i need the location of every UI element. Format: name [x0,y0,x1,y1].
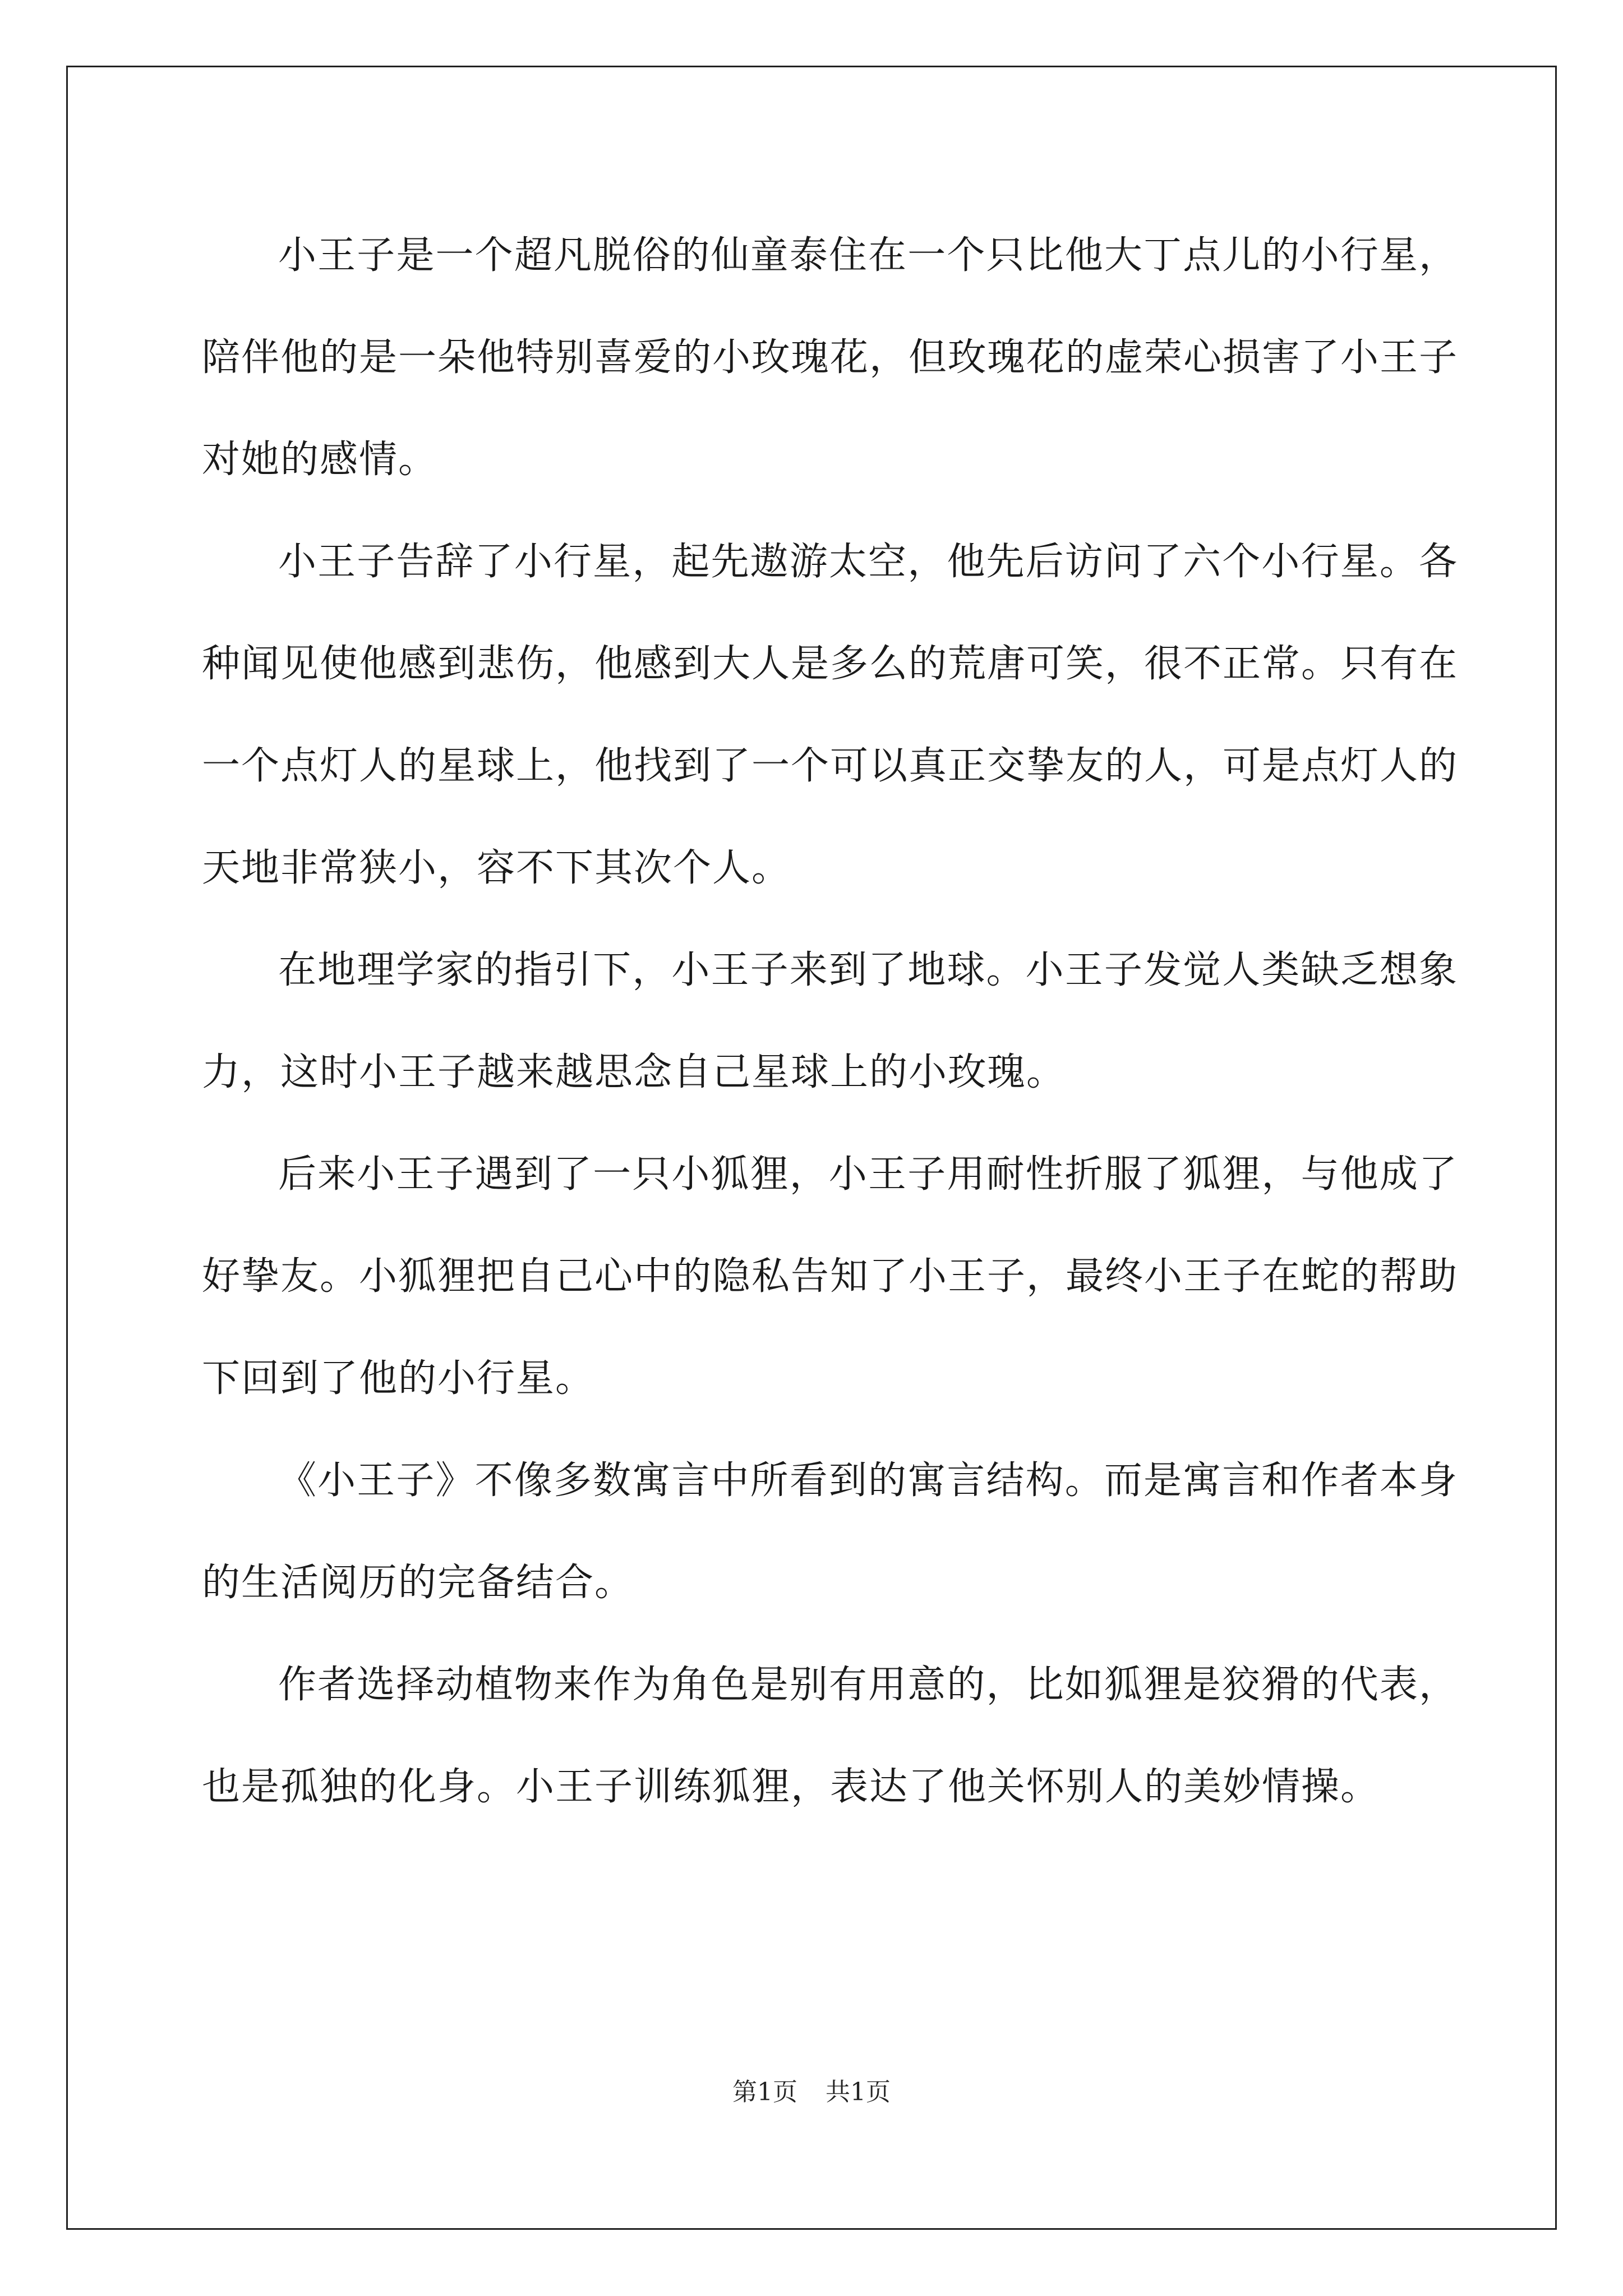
paragraph: 在地理学家的指引下，小王子来到了地球。小王子发觉人类缺乏想象力，这时小王子越来越思念自己星球上的小玫瑰。 [202,948,1458,1094]
document-body [202,205,1458,1838]
paragraph: 小王子告辞了小行星，起先遨游太空，他先后访问了六个小行星。各种闻见使他感到悲伤，他感到大人是多么的荒唐可笑，很不正常。只有在一个点灯人的星球上，他找到了一个可以真正交挚友的人，可是点灯人的天地非常狭小，容不下其次个人。 [202,540,1459,890]
page-total: 共1页 [826,2078,891,2106]
page-number: 第1页 [732,2078,797,2106]
paragraph: 《小王子》不像多数寓言中所看到的寓言结构。而是寓言和作者本身的生活阅历的完备结合。 [202,1458,1458,1605]
paragraph: 小王子是一个超凡脱俗的仙童泰住在一个只比他大丁点儿的小行星，陪伴他的是一朵他特别喜爱的小玫瑰花，但玫瑰花的虚荣心损害了小王子对她的感情。 [202,233,1459,482]
paragraph: 作者选择动植物来作为角色是别有用意的，比如狐狸是狡猾的代表，也是孤独的化身。小王子训练狐狸，表达了他关怀别人的美妙情操。 [202,1663,1458,1809]
paragraph: 后来小王子遇到了一只小狐狸，小王子用耐性折服了狐狸，与他成了好挚友。小狐狸把自己心中的隐私告知了小王子，最终小王子在蛇的帮助下回到了他的小行星。 [202,1152,1459,1401]
page-footer [0,2076,1623,2109]
